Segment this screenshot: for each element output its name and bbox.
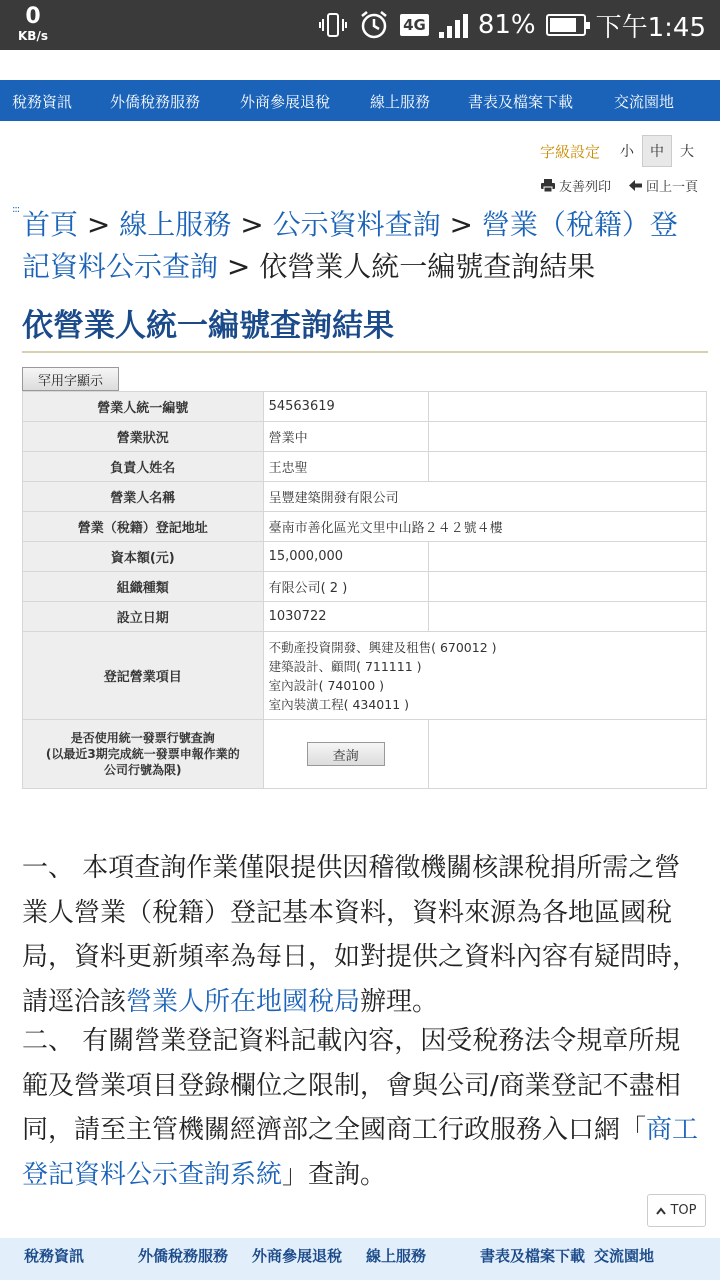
note-2-end: 」查詢。 bbox=[282, 1159, 387, 1190]
footer-exhibition-refund[interactable]: 外商參展退稅 bbox=[252, 1247, 343, 1265]
note-2 bbox=[22, 1019, 702, 1197]
table-row bbox=[23, 452, 707, 482]
top-navigation bbox=[0, 80, 720, 121]
print-label: 友善列印 bbox=[558, 180, 611, 195]
business-item: 建築設計、顧問( 711111 ) bbox=[268, 658, 422, 674]
invoice-label-line: 公司行號為限) bbox=[104, 763, 182, 777]
row-value-company-name: 呈豐建築開發有限公司 bbox=[263, 482, 706, 512]
breadcrumb-online-services[interactable]: 線上服務 bbox=[119, 208, 232, 241]
chevron-up-icon bbox=[656, 1207, 666, 1215]
footer-foreigner-tax[interactable]: 外僑稅務服務 bbox=[138, 1247, 229, 1265]
row-label: 設立日期 bbox=[23, 602, 264, 632]
breadcrumb bbox=[22, 204, 702, 288]
breadcrumb-dots-icon: ::: bbox=[12, 204, 20, 215]
row-value-capital: 15,000,000 bbox=[263, 542, 428, 572]
table-row bbox=[23, 572, 707, 602]
vibrate-icon bbox=[318, 10, 348, 40]
business-items-list bbox=[263, 632, 706, 720]
result-table bbox=[22, 391, 707, 789]
invoice-query-label bbox=[23, 720, 264, 789]
status-bar bbox=[0, 0, 720, 50]
table-row bbox=[23, 482, 707, 512]
back-to-top-label: TOP bbox=[670, 1203, 697, 1218]
table-row bbox=[23, 632, 707, 720]
note-1-end: 辦理。 bbox=[360, 986, 439, 1017]
nav-foreigner-tax[interactable]: 外僑稅務服務 bbox=[110, 93, 201, 111]
footer-forms-download[interactable]: 書表及檔案下載 bbox=[480, 1247, 586, 1265]
invoice-label-line: 是否使用統一發票行號查詢 bbox=[70, 731, 215, 745]
printer-icon bbox=[541, 179, 555, 192]
table-row bbox=[23, 512, 707, 542]
table-row bbox=[23, 542, 707, 572]
row-label: 組織種類 bbox=[23, 572, 264, 602]
network-type-badge: 4G bbox=[400, 14, 429, 36]
signal-strength-icon bbox=[439, 12, 468, 38]
note-1 bbox=[22, 846, 702, 1024]
breadcrumb-home[interactable]: 首頁 bbox=[22, 208, 79, 241]
row-label: 登記營業項目 bbox=[23, 632, 264, 720]
nav-tax-info[interactable]: 稅務資訊 bbox=[12, 93, 73, 111]
row-value-business-status: 營業中 bbox=[263, 422, 428, 452]
business-registry-system-link[interactable]: 商工登記資料公示查詢系統 bbox=[22, 1115, 699, 1190]
font-size-setting bbox=[540, 135, 702, 167]
business-item: 室內設計( 740100 ) bbox=[268, 677, 385, 693]
row-label: 負責人姓名 bbox=[23, 452, 264, 482]
nav-forms-download[interactable]: 書表及檔案下載 bbox=[468, 93, 574, 111]
breadcrumb-registry-query[interactable]: 營業（稅籍）登記資料公示查詢 bbox=[22, 208, 678, 283]
row-label: 營業人名稱 bbox=[23, 482, 264, 512]
page-tools bbox=[541, 176, 698, 195]
breadcrumb-separator: > bbox=[226, 250, 251, 283]
back-label: 回上一頁 bbox=[645, 180, 698, 195]
nav-community[interactable]: 交流園地 bbox=[614, 93, 675, 111]
table-row bbox=[23, 422, 707, 452]
row-value-tax-id: 54563619 bbox=[263, 392, 428, 422]
row-value-established: 1030722 bbox=[263, 602, 428, 632]
network-speed-unit: KB/s bbox=[18, 29, 48, 43]
footer-tax-info[interactable]: 稅務資訊 bbox=[24, 1247, 85, 1265]
footer-online-services[interactable]: 線上服務 bbox=[366, 1247, 427, 1265]
table-row bbox=[23, 602, 707, 632]
local-tax-bureau-link[interactable]: 營業人所在地國稅局 bbox=[126, 986, 361, 1017]
breadcrumb-separator: > bbox=[449, 208, 473, 241]
row-value-address: 臺南市善化區光文里中山路２４２號４樓 bbox=[263, 512, 706, 542]
battery-icon bbox=[546, 14, 586, 36]
font-size-large-button[interactable]: 大 bbox=[680, 144, 694, 160]
battery-percent: 81% bbox=[477, 10, 536, 40]
font-size-small-button[interactable]: 小 bbox=[620, 144, 634, 160]
row-label: 營業狀況 bbox=[23, 422, 264, 452]
rare-characters-button[interactable]: 罕用字顯示 bbox=[22, 367, 119, 391]
alarm-icon bbox=[358, 9, 390, 41]
table-row bbox=[23, 392, 707, 422]
business-item: 不動產投資開發、興建及租售( 670012 ) bbox=[268, 639, 497, 655]
row-label: 營業人統一編號 bbox=[23, 392, 264, 422]
row-label: 營業（稅籍）登記地址 bbox=[23, 512, 264, 542]
row-value-org-type: 有限公司( 2 ) bbox=[263, 572, 428, 602]
note-1-text: 一、 本項查詢作業僅限提供因稽徵機關核課稅捐所需之營業人營業（稅籍）登記基本資料，資料來源為各地區國稅局，資料更新頻率為每日，如對提供之資料內容有疑問時，請逕洽該 bbox=[22, 853, 699, 1017]
title-divider bbox=[22, 351, 708, 353]
nav-online-services[interactable]: 線上服務 bbox=[370, 93, 431, 111]
table-row bbox=[23, 720, 707, 789]
business-item: 室內裝潢工程( 434011 ) bbox=[268, 696, 410, 712]
footer-navigation bbox=[0, 1238, 720, 1280]
font-size-label: 字級設定 bbox=[539, 142, 600, 161]
font-size-medium-button[interactable]: 中 bbox=[642, 135, 672, 167]
breadcrumb-current: 依營業人統一編號查詢結果 bbox=[259, 250, 596, 283]
row-value-owner: 王忠聖 bbox=[263, 452, 428, 482]
back-link[interactable] bbox=[629, 176, 698, 195]
back-to-top-button[interactable] bbox=[647, 1194, 706, 1227]
invoice-label-line: (以最近3期完成統一發票申報作業的 bbox=[45, 747, 240, 761]
breadcrumb-public-query[interactable]: 公示資料查詢 bbox=[272, 208, 441, 241]
breadcrumb-separator: > bbox=[240, 208, 264, 241]
nav-exhibition-refund[interactable]: 外商參展退稅 bbox=[240, 93, 331, 111]
network-speed-value: 0 bbox=[25, 4, 41, 29]
clock: 下午1:45 bbox=[595, 12, 706, 43]
print-link[interactable] bbox=[541, 176, 611, 195]
network-speed bbox=[18, 6, 48, 42]
footer-community[interactable]: 交流園地 bbox=[594, 1247, 655, 1265]
row-label: 資本額(元) bbox=[23, 542, 264, 572]
arrow-left-icon bbox=[629, 180, 642, 191]
invoice-query-button[interactable]: 查詢 bbox=[307, 742, 385, 766]
breadcrumb-separator: > bbox=[86, 208, 111, 241]
note-2-text: 二、 有關營業登記資料記載內容，因受稅務法令規章所規範及營業項目登錄欄位之限制，會與公司/商業登記不盡相同，請至主管機關經濟部之全國商工行政服務入口網「 bbox=[22, 1026, 681, 1145]
page-title: 依營業人統一編號查詢結果 bbox=[22, 308, 394, 344]
